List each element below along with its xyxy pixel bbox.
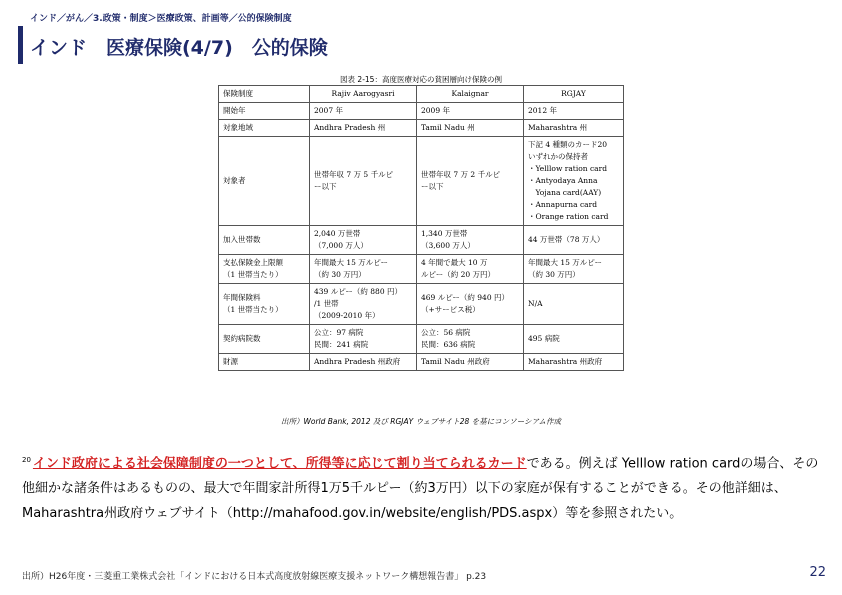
cell-line: （1 世帯当たり） xyxy=(223,270,283,279)
table-cell xyxy=(524,120,624,137)
column-header: RGJAY xyxy=(524,86,624,103)
table-cell xyxy=(310,120,417,137)
cell-line: Maharashtra 州政府 xyxy=(528,357,603,366)
table-cell xyxy=(310,137,417,226)
table-row xyxy=(219,137,624,226)
cell-line: N/A xyxy=(528,299,543,308)
cell-line: （約 30 万円） xyxy=(528,270,580,279)
cell-line: Maharashtra 州 xyxy=(528,123,588,132)
table-cell xyxy=(310,255,417,284)
row-label-cell xyxy=(219,120,310,137)
row-label-cell xyxy=(219,284,310,325)
cell-line: 世帯年収 7 万 2 千ルピ xyxy=(421,170,501,179)
row-label-cell xyxy=(219,255,310,284)
footnote-text: である。例えば Yelllow ration cardの場合、その他細かな諸条件はあるものの、最大で年間家計所得1万5千ルピー（約3万円）以下の家庭が保有することができる。その他詳細は、Maharashtra州政府ウェブサイト（http://mahafood.gov.in/website/english/PDS.aspx）等を参照されたい。 xyxy=(22,456,819,522)
cell-line: いずれかの保持者 xyxy=(528,152,588,161)
table-cell xyxy=(524,226,624,255)
insurance-table-container xyxy=(218,85,624,371)
table-cell xyxy=(417,226,524,255)
cell-line: 2,040 万世帯 xyxy=(314,229,361,238)
page-title: インド 医療保険(4/7) 公的保険 xyxy=(30,37,328,59)
cell-line: 439 ルピー（約 880 円） xyxy=(314,287,402,296)
figure-caption: 図表 2-15：高度医療対応の貧困層向け保険の例 xyxy=(340,75,502,84)
cell-line: 加入世帯数 xyxy=(223,235,261,244)
cell-line: 対象地域 xyxy=(223,123,253,132)
cell-line: 495 病院 xyxy=(528,334,560,343)
table-cell xyxy=(524,354,624,371)
cell-line: 公立：56 病院 xyxy=(421,328,471,337)
table-cell xyxy=(524,103,624,120)
insurance-comparison-table xyxy=(218,85,624,371)
cell-line: （約 30 万円） xyxy=(314,270,366,279)
cell-line: 44 万世帯（78 万人） xyxy=(528,235,605,244)
table-cell xyxy=(310,354,417,371)
table-cell xyxy=(417,284,524,325)
cell-line: （+サービス税） xyxy=(421,305,480,314)
row-label-cell xyxy=(219,103,310,120)
cell-line: ー以下 xyxy=(314,182,337,191)
table-body xyxy=(219,86,624,371)
cell-line: 世帯年収 7 万 5 千ルピ xyxy=(314,170,394,179)
column-header: Rajiv Aarogyasri xyxy=(310,86,417,103)
table-cell xyxy=(417,354,524,371)
cell-line: ー以下 xyxy=(421,182,444,191)
table-cell xyxy=(417,325,524,354)
table-cell xyxy=(524,325,624,354)
cell-line: 469 ルピー（約 940 円） xyxy=(421,293,509,302)
cell-line: （2009-2010 年） xyxy=(314,311,380,320)
figure-source-note: 出所）World Bank, 2012 及び RGJAY ウェブサイト28 を基にコンソーシアム作成 xyxy=(280,417,562,426)
table-cell xyxy=(524,284,624,325)
footnote-number: 20 xyxy=(22,456,31,464)
cell-line: 公立：97 病院 xyxy=(314,328,364,337)
page-number: 22 xyxy=(809,565,826,580)
page-source: 出所）H26年度・三菱重工業株式会社「インドにおける日本式高度放射線医療支援ネットワーク構想報告書」 p.23 xyxy=(22,572,487,582)
table-cell xyxy=(310,103,417,120)
cell-line: Andhra Pradesh 州 xyxy=(314,123,386,132)
cell-line: 対象者 xyxy=(223,176,246,185)
column-header: Kalaignar xyxy=(417,86,524,103)
table-cell xyxy=(417,137,524,226)
row-label-cell xyxy=(219,354,310,371)
table-row xyxy=(219,284,624,325)
table-cell xyxy=(310,284,417,325)
cell-line: 2009 年 xyxy=(421,106,450,115)
cell-line: ルピー（約 20 万円） xyxy=(421,270,496,279)
cell-line: 下記 4 種類のカード20 xyxy=(528,140,608,149)
table-row xyxy=(219,325,624,354)
table-row xyxy=(219,226,624,255)
cell-line: 民間：241 病院 xyxy=(314,340,369,349)
row-label-cell xyxy=(219,137,310,226)
row-label-cell xyxy=(219,226,310,255)
cell-line: 開始年 xyxy=(223,106,246,115)
cell-line: 2012 年 xyxy=(528,106,557,115)
cell-line: 支払保険金上限額 xyxy=(223,258,283,267)
footnote-highlight: インド政府による社会保障制度の一つとして、所得等に応じて割り当てられるカード xyxy=(32,456,527,472)
cell-line: Tamil Nadu 州 xyxy=(421,123,475,132)
cell-line: Yojana card(AAY) xyxy=(528,188,602,197)
table-header-row xyxy=(219,86,624,103)
row-label-cell xyxy=(219,325,310,354)
footnote xyxy=(22,448,822,526)
table-cell xyxy=(524,255,624,284)
table-cell xyxy=(417,120,524,137)
cell-line: 年間最大 15 万ルピー xyxy=(528,258,603,267)
cell-line: Andhra Pradesh 州政府 xyxy=(314,357,401,366)
cell-line: 民間：636 病院 xyxy=(421,340,476,349)
cell-line: （3,600 万人） xyxy=(421,241,475,250)
cell-line: ・Orange ration card xyxy=(528,212,609,221)
cell-line: /1 世帯 xyxy=(314,299,339,308)
cell-line: Tamil Nadu 州政府 xyxy=(421,357,490,366)
table-cell xyxy=(310,226,417,255)
cell-line: 年間保険料 xyxy=(223,293,261,302)
table-cell xyxy=(524,137,624,226)
breadcrumb: インド／がん／3.政策・制度＞医療政策、計画等／公的保険制度 xyxy=(30,14,292,24)
table-cell xyxy=(310,325,417,354)
cell-line: 2007 年 xyxy=(314,106,343,115)
cell-line: 年間最大 15 万ルピー xyxy=(314,258,389,267)
table-row xyxy=(219,120,624,137)
table-row xyxy=(219,103,624,120)
cell-line: ・Annapurna card xyxy=(528,200,598,209)
table-cell xyxy=(417,103,524,120)
cell-line: （1 世帯当たり） xyxy=(223,305,283,314)
table-row xyxy=(219,255,624,284)
cell-line: 1,340 万世帯 xyxy=(421,229,468,238)
cell-line: 4 年間で最大 10 万 xyxy=(421,258,488,267)
cell-line: 財源 xyxy=(223,357,238,366)
table-row xyxy=(219,354,624,371)
column-header: 保険制度 xyxy=(219,86,310,103)
title-accent-bar xyxy=(18,26,23,64)
cell-line: ・Antyodaya Anna xyxy=(528,176,598,185)
cell-line: 契約病院数 xyxy=(223,334,261,343)
cell-line: ・Yelllow ration card xyxy=(528,164,608,173)
cell-line: （7,000 万人） xyxy=(314,241,368,250)
table-cell xyxy=(417,255,524,284)
